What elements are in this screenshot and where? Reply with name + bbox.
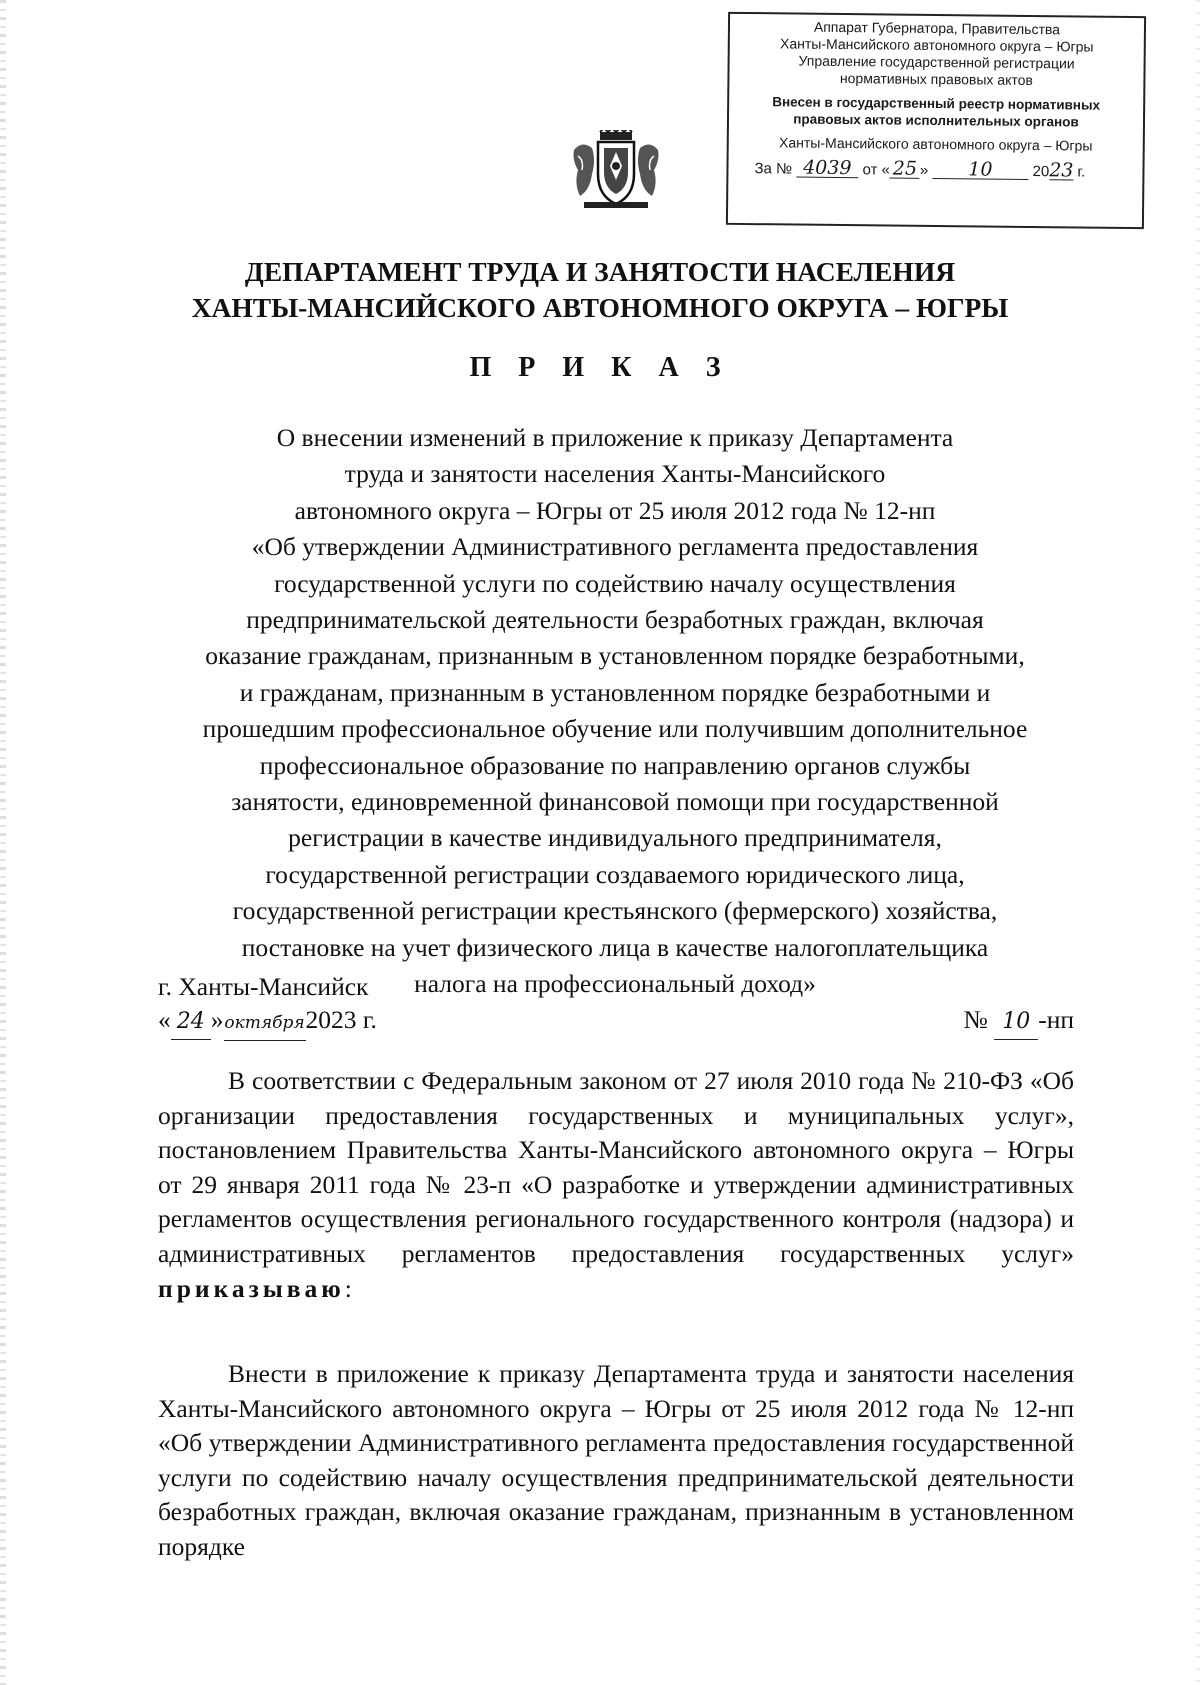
stamp-reg-from: от «: [862, 161, 890, 179]
scan-edge-left: [0, 0, 6, 1685]
stamp-entered-line: Внесен в государственный реестр нормативных: [772, 94, 1101, 113]
subject-line: занятости, единовременной финансовой помощи при государственной: [231, 787, 999, 817]
stamp-line: Аппарат Губернатора, Правительства: [813, 18, 1061, 38]
registration-stamp: [726, 12, 1146, 229]
stamp-region: Ханты-Мансийского автономного округа – Югры: [778, 134, 1093, 154]
subject-line: О внесении изменений в приложение к приказу Департамента: [276, 423, 954, 452]
preamble-text: В соответствии с Федеральным законом от 27 июля 2010 года № 210-ФЗ «Об организации предоставления государственных и муниципальных услуг», постановлением Правительства Ханты-Мансийского автономного округа – Югры от 29 января 2011 года № 23-п «О разработке и утверждении административных регламентов осуществления регионального государственного контроля (надзора) и административных регламентов предоставления государственных услуг»: [158, 1066, 1074, 1268]
stamp-reg-day: 25: [890, 161, 920, 179]
stamp-reg-month: 10: [932, 161, 1028, 180]
document-type-title: П Р И К А З: [469, 352, 731, 383]
stamp-reg-number: 4039: [796, 160, 858, 179]
subject-line: налога на профессиональный доход»: [414, 969, 816, 999]
stamp-reg-prefix: За №: [754, 160, 793, 178]
order-word: приказываю: [158, 1273, 345, 1303]
subject-line: предпринимательской деятельности безработных граждан, включая: [246, 605, 984, 635]
heading-line: ДЕПАРТАМЕНТ ТРУДА И ЗАНЯТОСТИ НАСЕЛЕНИЯ: [244, 256, 956, 287]
number-prefix: №: [963, 1005, 988, 1034]
order-date: [158, 1003, 377, 1041]
stamp-line: нормативных правовых актов: [839, 69, 1033, 89]
order-subject: [150, 420, 1080, 1003]
subject-line: прошедшим профессиональное обучение или получившим дополнительное: [202, 714, 1028, 744]
scan-edge-right: [1196, 0, 1200, 1685]
subject-line: автономного округа – Югры от 25 июля 2012 года № 12-нп: [294, 495, 936, 525]
stamp-line: Ханты-Мансийского автономного округа – Югры: [780, 35, 1094, 55]
number-suffix: -нп: [1038, 1005, 1074, 1034]
coat-of-arms-icon: [570, 130, 662, 210]
stamp-reg-close: »: [919, 161, 929, 179]
subject-line: «Об утверждении Административного регламента предоставления: [251, 532, 979, 562]
date-year: 2023 г.: [305, 1005, 377, 1034]
stamp-reg-year-prefix: 20: [1032, 163, 1050, 181]
date-month: октября: [224, 1006, 306, 1041]
subject-line: оказание гражданам, признанным в установленном порядке безработными,: [205, 641, 1025, 671]
subject-line: постановке на учет физического лица в качестве налогоплательщика: [241, 932, 989, 962]
number-value: 10: [994, 1005, 1038, 1040]
date-open-quote: «: [158, 1005, 171, 1034]
subject-line: профессиональное образование по направлению органов службы: [259, 750, 971, 780]
subject-line: государственной регистрации создаваемого юридического лица,: [265, 859, 965, 889]
preamble-paragraph: [158, 1064, 1074, 1306]
stamp-reg-year-end: г.: [1077, 163, 1086, 181]
subject-line: труда и занятости населения Ханты-Мансийского: [344, 459, 886, 489]
subject-line: государственной услуги по содействию началу осуществления: [274, 568, 956, 598]
subject-line: государственной регистрации крестьянского (фермерского) хозяйства,: [232, 896, 998, 926]
stamp-line: Управление государственной регистрации: [798, 52, 1075, 72]
date-day: 24: [171, 1005, 211, 1040]
body-paragraph: Внести в приложение к приказу Департамента труда и занятости населения Ханты-Мансийского автономного округа – Югры от 25 июля 2012 года № 12-нп «Об утверждении Административного регламента предоставления государственной услуги по содействию началу осуществления предпринимательской деятельности безработных граждан, включая оказание гражданам, признанным в установленном порядке: [158, 1359, 1074, 1561]
subject-line: и гражданам, признанным в установленном порядке безработными и: [239, 677, 991, 707]
stamp-registration-number: [734, 156, 1136, 182]
heading-line: ХАНТЫ-МАНСИЙСКОГО АВТОНОМНОГО ОКРУГА – ЮГРЫ: [191, 292, 1009, 323]
order-colon: :: [344, 1273, 352, 1303]
stamp-reg-year: 23: [1049, 159, 1074, 182]
department-heading: [0, 254, 1200, 326]
date-close-quote: »: [210, 1005, 224, 1034]
place-of-issue: г. Ханты-Мансийск: [158, 972, 369, 1001]
subject-line: регистрации в качестве индивидуального предпринимателя,: [288, 823, 942, 853]
stamp-entered-line: правовых актов исполнительных органов: [793, 111, 1079, 130]
order-number: [963, 1003, 1074, 1040]
